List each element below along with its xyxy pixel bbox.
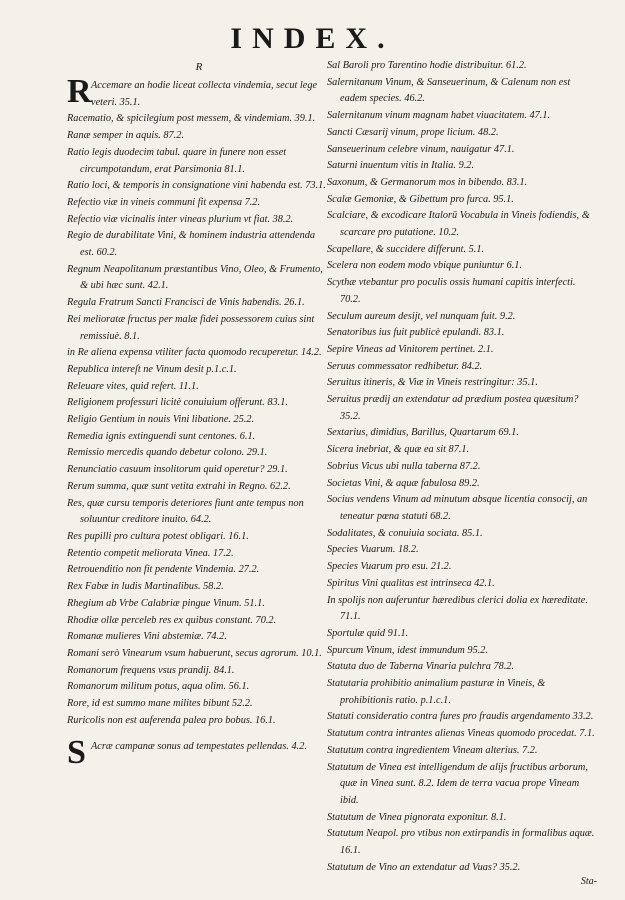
index-entry: Romanæ mulieres Vini abstemiæ. 74.2. <box>67 631 227 643</box>
index-entry: Rore, id est summo mane milites bibunt 52.2. <box>67 698 253 710</box>
index-entry: Regio de durabilitate Vini, & hominem industria attendenda est. 60.2. <box>67 230 316 259</box>
index-entry: Renunciatio casuum insolitorum quid operetur? 29.1. <box>67 464 288 476</box>
index-entry: Rerum summa, quæ sunt vetita extrahi in Regno. 62.2. <box>67 480 291 492</box>
index-entry: Statutum contra intrantes alienas Vineas quomodo procedat. 7.1. <box>327 728 595 740</box>
index-entry: Refectio viæ in vineis communi fit expensa 7.2. <box>67 196 261 208</box>
index-entry: Ratio legis duodecim tabul. quare in funere non esset circumpotandum, erat Parsimonia 81.1. <box>67 146 287 175</box>
index-entry: Res pupilli pro cultura potest obligari. 16.1. <box>67 530 249 542</box>
index-entry: Statuta duo de Taberna Vinaria pulchra 78.2. <box>327 661 515 673</box>
index-entry: Rhegium ab Vrbe Calabriæ pingue Vinum. 51.1. <box>67 597 265 609</box>
index-entry: Statutum de Vino an extendatur ad Vuas? 35.2. <box>327 861 521 873</box>
index-entry: in Re aliena expensa vtiliter facta quomodo recuperetur. 14.2. <box>67 347 322 359</box>
index-entry: Romani serò Vinearum vsum habuerunt, secus agrorum. 10.1. <box>67 647 322 659</box>
index-entry: Statutum contra ingredientem Vineam alterius. 7.2. <box>327 744 538 756</box>
index-entry: Salernitanum vinum magnam habet viuacitatem. 47.1. <box>327 110 551 122</box>
index-entry: Sportulæ quid 91.1. <box>327 627 409 639</box>
index-entry: Sancti Cæsarij vinum, prope licium. 48.2. <box>327 126 499 138</box>
index-entry: Statutum Neapol. pro vtibus non extirpandis in formalibus aquæ. 16.1. <box>327 828 595 857</box>
index-entry: Statutum de Vinea est intelligendum de alijs fructibus arborum, quæ in Vinea sunt. 8.2. Idem de terra vacua prope Vineam ibid. <box>327 761 588 806</box>
index-entry: Statutum de Vinea pignorata exponitur. 8.1. <box>327 811 507 823</box>
index-entry: Sal Baroli pro Tarentino hodie distribuitur. 61.2. <box>327 60 527 71</box>
index-entry: Racematio, & spicilegium post messem, & vindemiam. 39.1. <box>67 113 316 125</box>
index-column-right <box>327 58 597 891</box>
index-entry: Species Vuarum pro esu. 21.2. <box>327 561 452 573</box>
index-entry: Socius vendens Vinum ad minutum absque licentia consocij, an teneatur pœna statuti 68.2. <box>327 494 588 522</box>
index-entry: Salernitanum Vinum, & Sanseuerinum, & Calenum non est eadem species. 46.2. <box>327 76 571 105</box>
index-entry: Seruitus prædij an extendatur ad prædium postea quæsitum? 35.2. <box>327 394 579 422</box>
index-entry: Spiritus Vini qualitas est intrinseca 42.1. <box>327 577 495 589</box>
index-entry: Rex Fabæ in ludis Martinalibus. 58.2. <box>67 581 224 593</box>
index-entry: Statutaria prohibitio animalium pasturæ in Vineis, & prohibitionis ratio. p.1.c.1. <box>327 678 546 706</box>
index-entry: Ranæ semper in aquis. 87.2. <box>67 130 184 142</box>
index-entry: Retrouenditio non fit pendente Vindemia. 27.2. <box>67 564 260 576</box>
index-entry: Ratio loci, & temporis in consignatione vini habenda est. 73.1. <box>67 180 326 192</box>
index-entry: Sicera inebriat, & quæ ea sit 87.1. <box>327 444 470 456</box>
index-entry: Sepire Vineas ad Vinitorem pertinet. 2.1. <box>327 343 494 355</box>
index-entry: Seruitus itineris, & Viæ in Vineis restringitur: 35.1. <box>327 377 538 389</box>
index-entry: Rei melioratæ fructus per malæ fidei possessorem cuius sint remissiuè. 8.1. <box>67 313 315 342</box>
catchword: Sta- <box>580 876 597 888</box>
index-entry: Scapellare, & succidere differunt. 5.1. <box>327 243 485 255</box>
index-entry: Statuti consideratio contra fures pro fraudis argendamento 33.2. <box>327 711 594 723</box>
index-entry: Releuare vites, quid refert. 11.1. <box>67 380 199 392</box>
index-entry: R Accemare an hodie liceat collecta vindemia, secut lege veteri. 35.1. <box>67 73 318 110</box>
entries-r <box>67 111 331 729</box>
index-entry: Senatoribus ius fuit publicè epulandi. 83.1. <box>327 327 505 339</box>
index-entry: Romanorum frequens vsus prandij. 84.1. <box>67 664 235 676</box>
index-entry: Seculum aureum desijt, vel nunquam fuit. 9.2. <box>327 310 516 322</box>
index-column-left <box>67 58 331 772</box>
page-title: INDEX. <box>230 22 395 55</box>
index-entry: Scelera non eodem modo vbique puniuntur 6.1. <box>327 260 523 272</box>
index-entry: Species Vuarum. 18.2. <box>327 544 419 556</box>
index-entry: Sodalitates, & conuiuia sociata. 85.1. <box>327 527 483 539</box>
index-entry: In spolijs non auferuntur hæredibus clerici dolia ex hæreditate. 71.1. <box>327 594 588 623</box>
index-entry: Saxonum, & Germanorum mos in bibendo. 83.1. <box>327 176 528 188</box>
index-entry: Romanorum militum potus, aqua olim. 56.1. <box>67 681 250 693</box>
index-entry: Rhodiæ ollæ perceleb res ex quibus constant. 70.2. <box>67 614 277 626</box>
index-entry: S Acræ campanæ sonus ad tempestates pellendas. 4.2. <box>67 734 307 772</box>
index-entry: Seruus commessator redhibetur. 84.2. <box>327 360 483 372</box>
index-entry: Retentio competit meliorata Vinea. 17.2. <box>67 547 234 559</box>
index-entry: Religionem professuri licitè conuiuium offerunt. 83.1. <box>67 397 288 409</box>
index-entry: Republica intereſt ne Vinum desit p.1.c.1. <box>67 363 237 375</box>
index-entry: Sobrius Vicus ubi nulla taberna 87.2. <box>327 460 481 472</box>
index-entry: Spurcum Vinum, idest immundum 95.2. <box>327 644 489 656</box>
index-entry: Religio Gentium in nouis Vini libatione. 25.2. <box>67 414 255 426</box>
index-entry: Refectio viæ vicinalis inter vineas plurium vt fiat. 38.2. <box>67 213 294 225</box>
index-entry: Ruricolis non est auferenda palea pro bobus. 16.1. <box>67 714 276 726</box>
index-entry: Regula Fratrum Sancti Francisci de Vinis habendis. 26.1. <box>67 297 305 309</box>
index-entry: Scalæ Gemoniæ, & Gibettum pro furca. 95.1. <box>327 193 514 205</box>
drop-cap-s: S <box>67 734 86 772</box>
index-entry: Saturni inuentum vitis in Italia. 9.2. <box>327 160 475 172</box>
index-entry: Sextarius, dimidius, Barillus, Quartarum 69.1. <box>327 427 519 439</box>
index-entry: Res, quæ cursu temporis deteriores fiunt ante tempus non soluuntur creditore inuito. 64.2. <box>67 497 304 526</box>
index-entry: Scalciare, & excodicare Italorū Vocabula in Vineis fodiendis, & scarcare pro putatione. 10.2. <box>327 210 590 239</box>
index-entry: Scythæ vtebantur pro poculis ossis humani capitis interfecti. 70.2. <box>327 277 576 305</box>
drop-cap-r: R <box>67 73 92 110</box>
section-letter-r: R <box>195 61 203 73</box>
index-entry: Remedia ignis extinguendi sunt centones. 6.1. <box>67 430 256 442</box>
index-entry: Remissio mercedis quando debetur colono. 29.1. <box>67 447 268 459</box>
index-entry: Societas Vini, & aquæ fabulosa 89.2. <box>327 477 480 489</box>
index-entry: Sanseuerinum celebre vinum, nauigatur 47.1. <box>327 143 515 155</box>
index-entry: Regnum Neapolitanum præstantibus Vino, Oleo, & Frumento, & ubi hæc sunt. 42.1. <box>67 263 323 292</box>
entries-s <box>327 58 597 876</box>
